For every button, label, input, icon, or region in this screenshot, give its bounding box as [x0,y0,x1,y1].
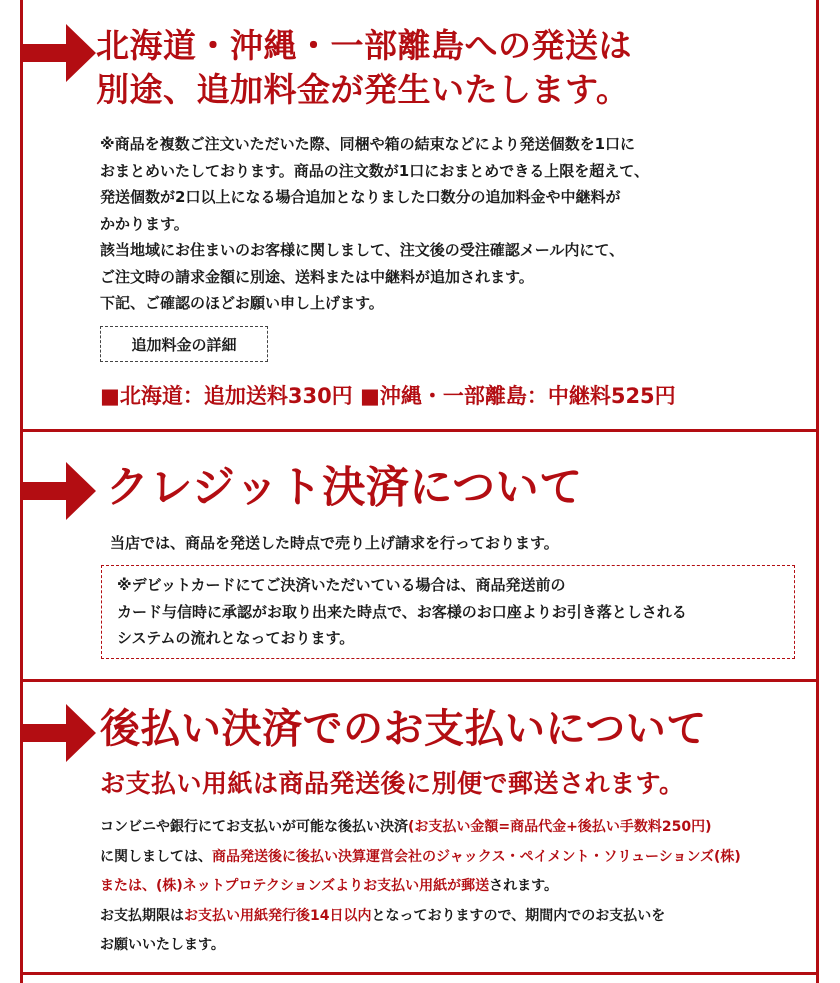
body-text: となっておりますので、期間内でのお支払いを [371,907,666,924]
section1-title-line1: 北海道・沖縄・一部離島への発送は [96,26,632,65]
body-text: に関しましては、 [100,848,212,865]
section-divider [20,972,819,975]
right-arrow-icon [20,702,98,764]
body-line [100,902,741,932]
section2-note [117,572,687,652]
highlight-text: 商品発送後に後払い決算運営会社のジャックス・ペイメント・ソリューションズ(株) [212,848,741,865]
highlight-text: (お支払い金額=商品代金+後払い手数料250円) [408,819,712,835]
highlight-text: または、(株)ネットプロテクションズよりお支払い用紙が郵送 [100,878,490,894]
body-line [100,872,741,902]
body-line: 該当地域にお住まいのお客様に関しまして、注文後の受注確認メール内にて、 [100,241,625,259]
section3-subtitle: お支払い用紙は商品発送後に別便で郵送されます。 [100,769,685,798]
highlight-text: お支払い用紙発行後14日以内 [184,907,372,924]
fee-summary: ■北海道：追加送料330円 ■沖縄・一部離島：中継料525円 [100,384,676,408]
section-divider [20,429,819,432]
body-line: 下記、ご確認のほどお願い申し上げます。 [100,294,384,312]
additional-fee-details-button[interactable]: 追加料金の詳細 [100,326,268,362]
section2-intro: 当店では、商品を発送した時点で売り上げ請求を行っております。 [110,534,559,552]
section1-title-line2: 別途、追加料金が発生いたします。 [96,70,630,109]
note-line: システムの流れとなっております。 [117,629,355,647]
body-line: ご注文時の請求金額に別途、送料または中継料が追加されます。 [100,267,534,286]
body-text: お支払期限は [100,907,184,924]
body-line: お願いいたします。 [100,937,225,953]
body-line [100,813,741,843]
section3-title: 後払い決済でのお支払いについて [100,706,707,752]
body-text: されます。 [489,878,559,894]
right-arrow-icon [20,460,98,522]
note-line: ※デビットカードにてご決済いただいている場合は、商品発送前の [117,576,566,594]
right-arrow-icon [20,22,98,84]
note-line: カード与信時に承認がお取り出来た時点で、お客様のお口座よりお引き落としされる [117,602,687,621]
body-line: かかります。 [100,214,189,233]
section1-body [100,131,649,317]
section2-title: クレジット決済について [106,463,583,513]
section3-body [100,813,741,961]
body-line [100,843,741,873]
body-line: 発送個数が2口以上になる場合追加となりました口数分の追加料金や中継料が [100,188,621,206]
section1-title [96,24,632,112]
body-line: おまとめいたしております。商品の注文数が1口におまとめできる上限を超えて、 [100,161,649,180]
body-text: コンビニや銀行にてお支払いが可能な後払い決済 [100,819,408,835]
section-divider [20,679,819,682]
body-line: ※商品を複数ご注文いただいた際、同梱や箱の結束などにより発送個数を1口に [100,135,636,153]
